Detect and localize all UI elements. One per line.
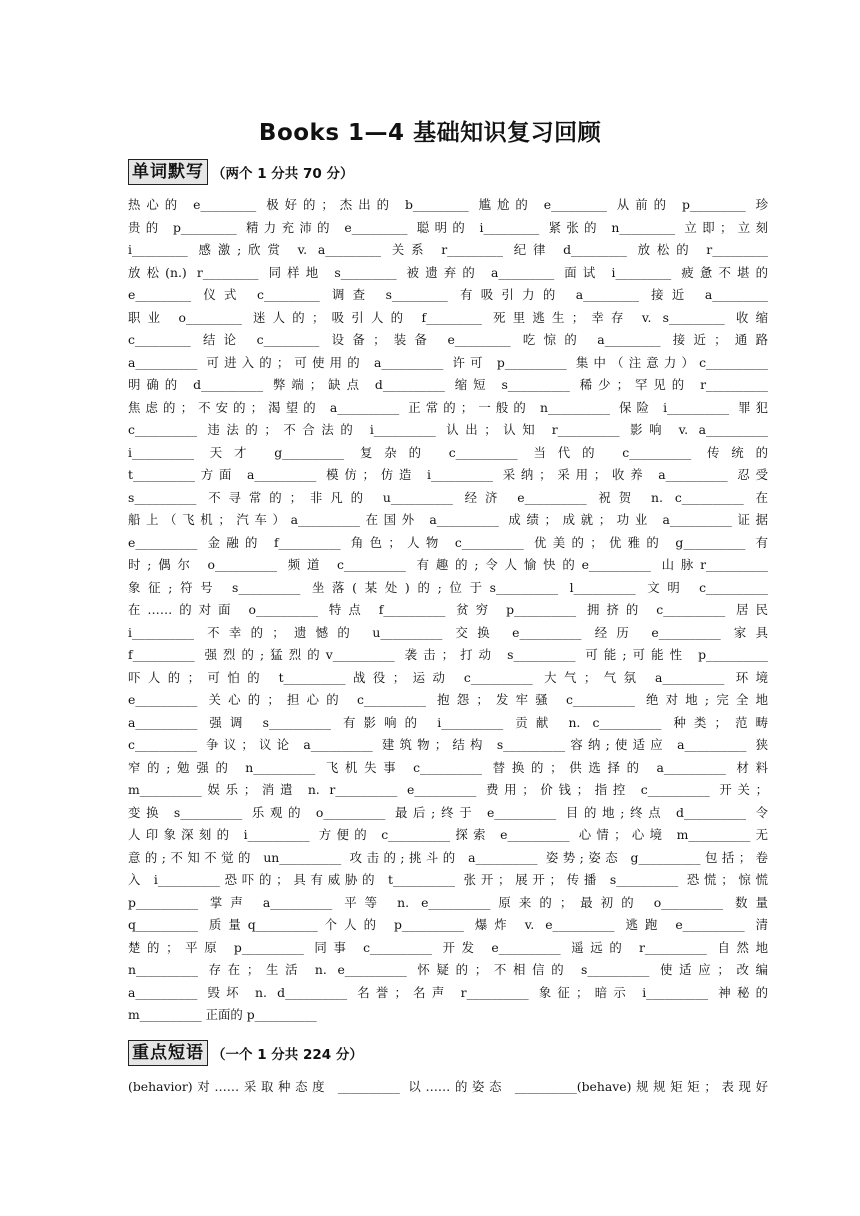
vocab-line: 职业 o_________ 迷人的；吸引人的 f_________ 死里逃生；幸存 v. s_________ 收缩 <box>128 309 768 325</box>
vocab-line: a__________ 可进入的；可使用的 a__________ 许可 p__________ 集中（注意力）c__________ <box>128 354 768 370</box>
phrase-line: (behavior)对……采取种态度 __________ 以……的姿态 __________(behave)规规矩矩；表现好 <box>128 1079 768 1094</box>
section-vocabulary-score-note: （两个 1 分共 70 分） <box>212 166 354 182</box>
vocab-line: e__________ 金融的 f__________ 角色；人物 c__________ 优美的；优雅的 g__________ 有 <box>128 534 768 550</box>
vocabulary-body <box>128 194 768 1027</box>
vocab-line: c_________ 结论 c_________ 设备；装备 e_________ 吃惊的 a_________ 接近；通路 <box>128 332 768 347</box>
vocab-line: q__________ 质量q__________个人的 p__________ 爆炸 v. e__________ 逃跑 e__________ 清 <box>128 917 768 932</box>
section-phrases-header <box>128 1039 363 1067</box>
vocab-line: c__________ 争议；议论 a__________ 建筑物；结构 s__________容纳;使适应 a__________ 狭 <box>128 737 768 752</box>
vocab-line: e__________ 关心的；担心的 c__________ 抱怨；发牢骚 c__________ 绝对地;完全地 <box>128 692 768 707</box>
vocab-line: 时;偶尔 o__________ 频道 c__________ 有趣的;令人愉快的e__________ 山脉r__________ <box>128 557 768 572</box>
vocab-line: s__________ 不寻常的；非凡的 u__________ 经济 e__________ 祝贺 n. c__________ 在 <box>128 489 768 505</box>
vocab-line: 放松(n.) r_________ 同样地 s_________ 被遗弃的 a_________ 面试 i_________ 疲惫不堪的 <box>128 264 768 280</box>
vocab-line: 意的;不知不觉的 un__________ 攻击的;挑斗的 a__________ 姿势;姿态 g__________包括；卷 <box>128 849 768 865</box>
vocab-line: i__________ 天才 g__________ 复杂的 c__________ 当代的 c__________ 传统的 <box>128 444 768 460</box>
vocab-line: m__________娱乐；消遣 n. r__________ e__________ 费用；价钱；指控 c__________ 开关； <box>128 782 768 797</box>
vocab-line: 焦虑的；不安的；渴望的 a__________ 正常的；一般的 n__________ 保险 i__________ 罪犯 <box>128 399 768 415</box>
vocab-line: p__________ 掌声 a__________ 平等 n. e__________原来的；最初的 o__________ 数量 <box>128 894 768 910</box>
vocab-line: f__________ 强烈的;猛烈的v__________ 袭击；打动 s__________ 可能;可能性 p__________ <box>128 647 768 662</box>
vocab-line: m__________ 正面的 p__________ <box>128 1007 317 1022</box>
vocab-line: a__________ 强调 s__________ 有影响的 i__________ 贡献 n. c__________ 种类；范畴 <box>128 714 768 730</box>
vocab-line: 入 i__________恐吓的；具有威胁的 t__________ 张开；展开；传播 s__________ 恐慌；惊慌 <box>128 872 768 887</box>
vocab-line: i_________ 感激;欣赏 v. a_________ 关系 r_________ 纪律 d_________ 放松的 r_________ <box>128 242 768 257</box>
vocab-line: 楚的；平原 p__________ 同事 c__________ 开发 e__________ 遥远的 r__________ 自然地 <box>128 939 768 955</box>
vocab-line: 热心的 e_________ 极好的；杰出的 b_________ 尴尬的 e_________ 从前的 p_________ 珍 <box>128 197 768 212</box>
vocab-line: c__________ 违法的；不合法的 i__________ 认出；认知 r__________ 影响 v. a__________ <box>128 422 768 437</box>
vocab-line: 吓人的；可怕的 t__________战役；运动 c__________ 大气；气氛 a__________ 环境 <box>128 669 768 685</box>
section-phrases-score-note: （一个 1 分共 224 分） <box>212 1047 363 1063</box>
vocab-line: 变换 s__________ 乐观的 o__________ 最后;终于 e__________ 目的地;终点 d__________ 令 <box>128 804 768 820</box>
vocab-line: 象征;符号 s__________ 坐落(某处)的;位于s__________ l__________ 文明 c__________ <box>128 579 768 595</box>
vocab-line: 在……的对面 o__________ 特点 f__________ 贫穷 p__________ 拥挤的 c__________ 居民 <box>128 602 768 617</box>
vocab-line: a__________ 毁坏 n. d__________ 名誉；名声 r__________ 象征；暗示 i__________ 神秘的 <box>128 984 768 1000</box>
vocab-line: i__________ 不幸的；遗憾的 u__________ 交换 e__________ 经历 e__________ 家具 <box>128 624 768 640</box>
vocab-line: 贵的 p_________ 精力充沛的 e_________ 聪明的 i_________ 紧张的 n_________ 立即；立刻 <box>128 219 768 235</box>
section-vocabulary-header <box>128 158 353 186</box>
vocab-line: 明确的 d__________ 弊端；缺点 d__________ 缩短 s__________ 稀少；罕见的 r__________ <box>128 377 768 392</box>
vocab-line: n__________ 存在；生活 n. e__________ 怀疑的；不相信的 s__________ 使适应；改编 <box>128 962 768 977</box>
vocab-line: 窄的;勉强的 n__________ 飞机失事 c__________ 替换的；供选择的 a__________ 材料 <box>128 759 768 775</box>
page-title: Books 1—4 基础知识复习回顾 <box>258 120 602 146</box>
section-phrases-label: 重点短语 <box>128 1040 208 1066</box>
section-vocabulary-label: 单词默写 <box>128 159 208 185</box>
vocab-line: t__________方面 a__________ 模仿；仿造 i__________ 采纳；采用；收养 a__________ 忍受 <box>128 467 768 482</box>
vocab-line: 船上（飞机；汽车）a__________在国外 a__________ 成绩；成就；功业 a__________证据 <box>128 512 768 527</box>
vocab-line: e_________ 仪式 c_________ 调查 s_________ 有吸引力的 a_________ 接近 a_________ <box>128 287 768 302</box>
vocab-line: 人印象深刻的 i__________ 方便的 c__________探索 e__________ 心情；心境 m__________无 <box>128 827 768 842</box>
